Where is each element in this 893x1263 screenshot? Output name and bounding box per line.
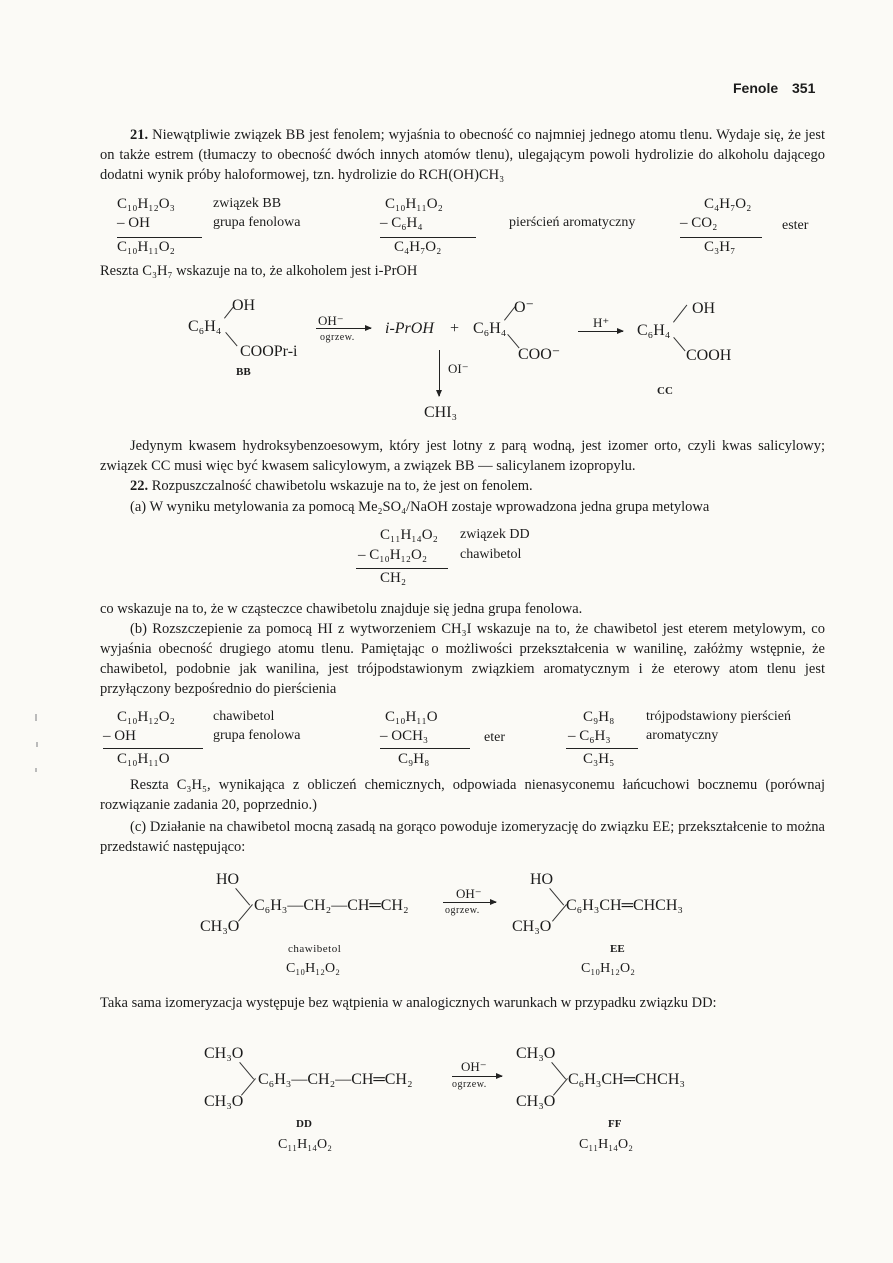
formula-result: C₄H₇O₂	[394, 239, 442, 255]
formula-top: C₄H₇O₂	[704, 196, 752, 212]
formula-top: C₁₀H₁₁O	[385, 709, 438, 725]
formula-label: grupa fenolowa	[213, 215, 301, 230]
formula-result: C₉H₈	[398, 751, 430, 767]
ring2: C₆H₄	[473, 320, 507, 337]
bond	[225, 332, 237, 346]
right-formula: C₁₁H₁₄O₂	[579, 1137, 633, 1152]
arrow-condition: ogrzew.	[445, 905, 480, 916]
arrow-condition: ogrzew.	[320, 332, 355, 343]
arrow-reagent: OH⁻	[461, 1059, 487, 1074]
arrow-reagent: OH⁻	[456, 886, 482, 901]
formula-top: C₁₀H₁₁O₂	[385, 196, 443, 212]
reaction-arrow	[452, 1076, 502, 1077]
left-label: chawibetol	[288, 943, 342, 955]
reszta-1-text: Reszta C₃H₇ wskazuje na to, że alkoholem jest i-PrOH	[100, 263, 418, 279]
bond	[551, 1062, 566, 1079]
formula-result: CH₂	[380, 570, 407, 586]
top-substituent: CH₃O	[204, 1045, 244, 1062]
formula-label: pierścień aromatyczny	[509, 215, 636, 230]
ch3o-group: CH₃O	[200, 918, 240, 935]
cc-ring: C₆H₄	[637, 322, 671, 339]
iproh: i-PrOH	[385, 320, 434, 337]
left-chain: C₆H₃—CH₂—CH═CH₂	[254, 897, 409, 914]
formula-label: związek DD	[460, 527, 530, 542]
right-top-substituent: CH₃O	[516, 1045, 556, 1062]
subtraction-rule	[380, 748, 470, 749]
problem-22c-text: (c) Działanie na chawibetol mocną zasadą na gorąco powoduje izomeryzację do związku EE; przekształcenie to można przedstawić następująco:	[100, 819, 825, 855]
taka-paragraph: Taka sama izomeryzacja występuje bez wątpienia w analogicznych warunkach w przypadku związku DD:	[100, 995, 717, 1011]
scan-speck	[36, 742, 38, 747]
subtraction-rule	[103, 748, 203, 749]
formula-mid: – OH	[103, 728, 136, 744]
left-label: DD	[296, 1118, 312, 1130]
formula-mid: – C₆H₄	[380, 215, 423, 231]
formula-label: chawibetol	[213, 709, 275, 724]
cc-oh: OH	[692, 300, 716, 317]
bond	[673, 305, 687, 323]
formula-mid: – OCH₃	[380, 728, 429, 744]
ho-group: HO	[216, 871, 240, 888]
right-label: FF	[608, 1118, 622, 1130]
problem-22a-text: (a) W wyniku metylowania za pomocą Me₂SO₄/NaOH zostaje wprowadzona jedna grupa metylowa	[130, 499, 710, 515]
problem-22-number: 22.	[130, 478, 149, 494]
subtraction-rule	[356, 568, 448, 569]
cc-label: CC	[657, 385, 673, 397]
right-chain: C₆H₃CH═CHCH₃	[566, 897, 683, 914]
chi3: CHI₃	[424, 404, 458, 421]
formula-label: eter	[484, 730, 505, 745]
formula-result: C₃H₅	[583, 751, 615, 767]
formula-result: C₁₀H₁₁O₂	[117, 239, 175, 255]
formula-mid: – C₆H₃	[568, 728, 611, 744]
formula-label: ester	[782, 218, 809, 233]
left-formula: C₁₀H₁₂O₂	[286, 961, 340, 976]
scan-speck	[35, 768, 37, 772]
right-ch3o: CH₃O	[512, 918, 552, 935]
formula-label: chawibetol	[460, 547, 522, 562]
scan-speck	[35, 714, 37, 721]
right-label: EE	[610, 943, 625, 955]
bond	[238, 904, 253, 921]
formula-top: C₁₀H₁₂O₂	[117, 709, 175, 725]
formula-label: związek BB	[213, 196, 282, 211]
bond	[552, 904, 567, 921]
reaction-arrow	[443, 902, 496, 903]
problem-21-number: 21.	[130, 127, 149, 143]
arrow-reagent: OH⁻	[318, 313, 344, 328]
formula-label: aromatyczny	[646, 728, 719, 743]
left-chain: C₆H₃—CH₂—CH═CH₂	[258, 1071, 413, 1088]
bond	[673, 337, 685, 351]
co-paragraph: co wskazuje na to, że w cząsteczce chawibetolu znajduje się jedna grupa fenolowa.	[100, 601, 583, 617]
problem-22-body: Rozpuszczalność chawibetolu wskazuje na to, że jest on fenolem.	[151, 478, 533, 494]
problem-22b-text: (b) Rozszczepienie za pomocą HI z wytworzeniem CH₃I wskazuje na to, że chawibetol jest eterem metylowym, co wyjaśnia obecność drugiego atomu tlenu. Pamiętając o możliwości przekształcenia w wanilinę, załóżmy wstępnie, że chawibetol, podobnie jak wanilina, jest trójpodstawionym związkiem aromatycznym i że eterowy atom tlenu jest przyłączony bezpośrednio do pierścienia	[100, 621, 825, 697]
bond	[549, 888, 564, 905]
bond	[235, 888, 250, 905]
formula-mid: – CO₂	[680, 215, 718, 231]
coo-minus: COO⁻	[518, 346, 561, 363]
cc-cooh: COOH	[686, 347, 732, 364]
right-chain: C₆H₃CH═CHCH₃	[568, 1071, 685, 1088]
down-reagent: OI⁻	[448, 361, 469, 376]
problem-22-text	[100, 476, 825, 496]
formula-result: C₁₀H₁₁O	[117, 751, 170, 767]
subtraction-rule	[117, 237, 202, 238]
page-number: 351	[792, 80, 816, 96]
subtraction-rule	[566, 748, 638, 749]
right-ho: HO	[530, 871, 554, 888]
formula-mid: – C₁₀H₁₂O₂	[358, 547, 428, 563]
right-formula: C₁₀H₁₂O₂	[581, 961, 635, 976]
formula-top: C₉H₈	[583, 709, 615, 725]
formula-label: trójpodstawiony pierścień	[646, 709, 792, 724]
problem-21-text	[100, 125, 825, 185]
reszta-2-text: Reszta C₃H₅, wynikająca z obliczeń chemicznych, odpowiada nienasyconemu łańcuchowi bocznemu (porównaj rozwiązanie zadania 20, poprzednio.)	[100, 777, 825, 813]
plus-sign: +	[450, 320, 460, 337]
formula-top: C₁₁H₁₄O₂	[380, 527, 438, 543]
subtraction-rule	[380, 237, 476, 238]
arrow2-reagent: H⁺	[593, 315, 610, 330]
formula-mid: – OH	[117, 215, 150, 231]
bb-oh: OH	[232, 297, 256, 314]
bb-ester: COOPr-i	[240, 343, 298, 360]
down-arrow	[439, 350, 440, 396]
bb-ring: C₆H₄	[188, 318, 222, 335]
bottom-substituent: CH₃O	[204, 1093, 244, 1110]
bb-label: BB	[236, 366, 251, 378]
right-bottom-substituent: CH₃O	[516, 1093, 556, 1110]
formula-top: C₁₀H₁₂O₃	[117, 196, 175, 212]
formula-result: C₃H₇	[704, 239, 736, 255]
arrow-condition: ogrzew.	[452, 1079, 487, 1090]
o-minus: O⁻	[514, 299, 534, 316]
subtraction-rule	[680, 237, 762, 238]
left-formula: C₁₁H₁₄O₂	[278, 1137, 332, 1152]
reaction-arrow	[578, 331, 623, 332]
formula-label: grupa fenolowa	[213, 728, 301, 743]
problem-21-body: Niewątpliwie związek BB jest fenolem; wyjaśnia to obecność co najmniej jednego atomu tlenu. Wydaje się, że jest on także estrem (tłumaczy to obecność dwóch innych atomów tlenu), ulegającym powoli hydrolizie do alkoholu dającego dodatni wynik próby haloformowej, tzn. hydrolizie do RCH(OH)CH₃	[100, 127, 825, 183]
running-header-title: Fenole	[733, 80, 779, 96]
bond	[239, 1062, 254, 1079]
reaction-arrow	[316, 328, 371, 329]
salicyl-paragraph: Jedynym kwasem hydroksybenzoesowym, który jest lotny z parą wodną, jest izomer orto, czyli kwas salicylowy; związek CC musi więc być kwasem salicylowym, a związek BB — salicylanem izopropylu.	[100, 438, 825, 474]
